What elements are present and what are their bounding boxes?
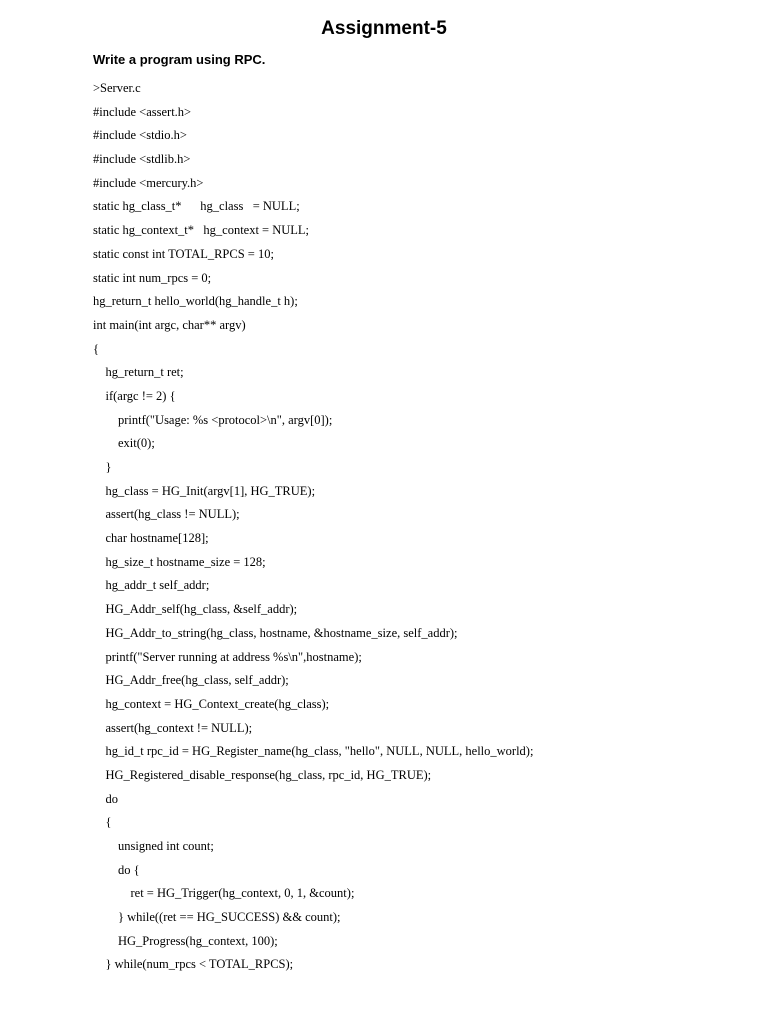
code-line: hg_context = HG_Context_create(hg_class); (93, 696, 330, 711)
code-line: HG_Addr_free(hg_class, self_addr); (93, 673, 289, 688)
code-line: HG_Progress(hg_context, 100); (93, 933, 278, 948)
code-line: hg_size_t hostname_size = 128; (93, 554, 266, 569)
code-line: #include <stdio.h> (93, 128, 187, 143)
code-line: int main(int argc, char** argv) (93, 317, 246, 332)
code-line: HG_Addr_self(hg_class, &self_addr); (93, 602, 298, 617)
code-line: } while((ret == HG_SUCCESS) && count); (93, 910, 341, 925)
code-line: HG_Registered_disable_response(hg_class, rpc_id, HG_TRUE); (93, 767, 432, 782)
code-line: static hg_context_t* hg_context = NULL; (93, 223, 310, 238)
code-line: static hg_class_t* hg_class = NULL; (93, 199, 300, 214)
code-line: hg_return_t ret; (93, 365, 184, 380)
code-line: assert(hg_context != NULL); (93, 720, 253, 735)
code-line: do { (93, 862, 140, 877)
code-line: } while(num_rpcs < TOTAL_RPCS); (93, 957, 294, 972)
code-line: assert(hg_class != NULL); (93, 507, 240, 522)
code-line: unsigned int count; (93, 839, 214, 853)
code-line: char hostname[128]; (93, 531, 209, 546)
code-line: static int num_rpcs = 0; (93, 270, 212, 285)
code-line: #include <assert.h> (93, 104, 192, 119)
code-listing (93, 77, 753, 977)
code-line: if(argc != 2) { (93, 388, 176, 403)
code-line: ret = HG_Trigger(hg_context, 0, 1, &count); (93, 886, 355, 901)
assignment-heading: Write a program using RPC. (93, 52, 266, 67)
code-line: { (93, 815, 112, 830)
code-line: hg_return_t hello_world(hg_handle_t h); (93, 294, 298, 309)
code-line: exit(0); (93, 436, 155, 451)
code-line: do (93, 791, 118, 806)
code-line: hg_addr_t self_addr; (93, 578, 210, 593)
code-line: hg_id_t rpc_id = HG_Register_name(hg_class, "hello", NULL, NULL, hello_world); (93, 744, 534, 759)
code-line: printf("Usage: %s <protocol>\n", argv[0]); (93, 412, 333, 427)
code-line: >Server.c (93, 81, 141, 95)
document-title: Assignment-5 (321, 18, 447, 39)
code-line: #include <mercury.h> (93, 175, 204, 190)
code-line: } (93, 460, 112, 474)
code-line: printf("Server running at address %s\n",hostname); (93, 649, 362, 664)
code-line: hg_class = HG_Init(argv[1], HG_TRUE); (93, 483, 316, 498)
code-line: { (93, 341, 99, 356)
code-line: static const int TOTAL_RPCS = 10; (93, 246, 274, 261)
code-line: HG_Addr_to_string(hg_class, hostname, &hostname_size, self_addr); (93, 625, 458, 640)
code-line: #include <stdlib.h> (93, 152, 191, 167)
